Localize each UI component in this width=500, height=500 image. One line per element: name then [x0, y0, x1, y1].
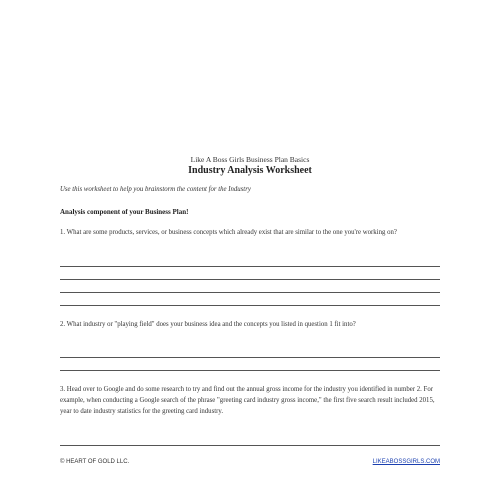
answer-line-q1-1[interactable]: [60, 266, 440, 267]
document-title: Industry Analysis Worksheet: [188, 165, 312, 176]
section-heading: Analysis component of your Business Plan!: [60, 208, 189, 216]
answer-line-q2-2[interactable]: [60, 370, 440, 371]
question-2: 2. What industry or "playing field" does your business idea and the concepts you listed in question 1 fit into?: [60, 321, 356, 328]
answer-line-q3-1[interactable]: [60, 445, 440, 446]
question-3: 3. Head over to Google and do some research to try and find out the annual gross income for the industry you identified in number 2. For example, when conducting a Google search of the phrase "greeting card industry gross income," the first five search result included 2015, year to date industry statistics for the greeting card industry.: [60, 386, 435, 415]
answer-line-q1-4[interactable]: [60, 305, 440, 306]
question-1: 1. What are some products, services, or business concepts which already exist that are similar to the one you're working on?: [60, 229, 397, 236]
footer-copyright: © HEART OF GOLD LLC.: [60, 459, 130, 465]
answer-line-q1-3[interactable]: [60, 292, 440, 293]
answer-line-q2-1[interactable]: [60, 357, 440, 358]
answer-line-q1-2[interactable]: [60, 279, 440, 280]
instruction-text: Use this worksheet to help you brainstorm the content for the Industry: [60, 186, 251, 193]
footer-website-link[interactable]: LIKEABOSSGIRLS.COM: [372, 459, 440, 465]
document-subtitle: Like A Boss Girls Business Plan Basics: [190, 155, 310, 164]
